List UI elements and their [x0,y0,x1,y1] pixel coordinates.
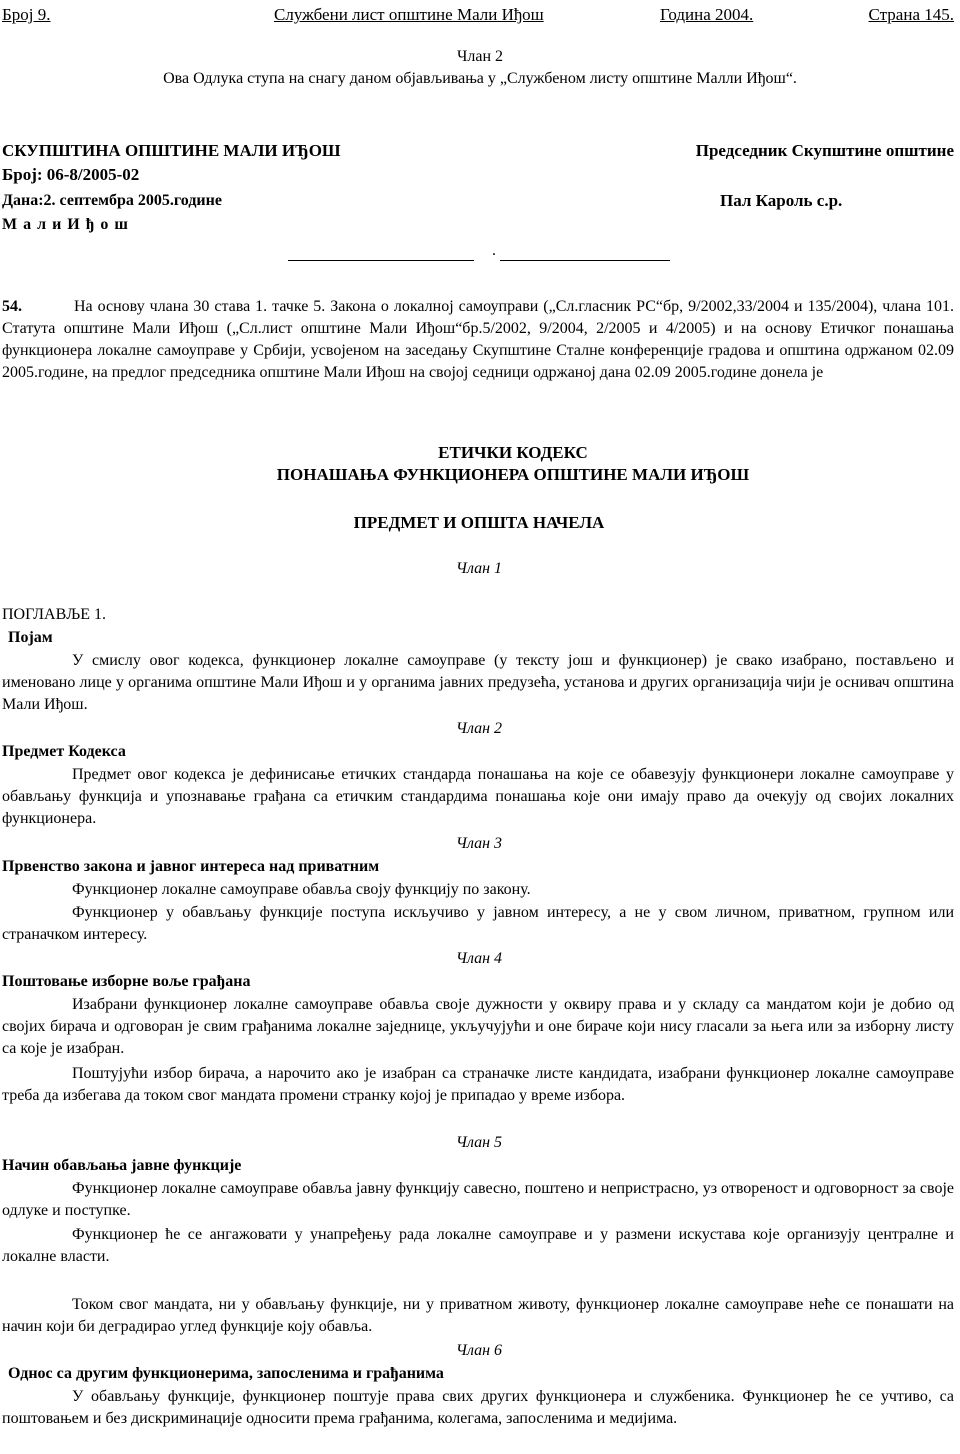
article-paragraph: Поштујући избор бирача, а нарочито ако је изабран са страначке листе кандидата, изабрани функционер локалне самоуправе треба да избегава да током свог мандата промени странку којој је припадао у време избора. [2,1065,954,1104]
president-name: Пал Кароль с.р. [720,191,843,210]
article-paragraph: Функционер локалне самоуправе обавља јавну функцију савесно, поштено и непристрасно, уз отвореност и одговорност за своје одлуке и поступке. [2,1180,954,1219]
page-number: Страна 145. [868,5,954,24]
assembly-name: СКУПШТИНА ОПШТИНЕ МАЛИ ИЂОШ [2,141,341,160]
decision-number: 54. [2,298,22,315]
signature-dot: . [492,242,496,259]
signature-line-right [500,260,670,261]
preamble [2,296,954,384]
article-paragraph: У смислу овог кодекса, функционер локалне самоуправе (у тексту још и функционер) је свако изабрано, постављено и именовано лице у органима општине Мали Иђош и у органима јавних предузећа, установа и других организација чији је оснивач општина Мали Иђош. [2,652,954,713]
article-label: Члан 2 [455,720,503,737]
chapter-label: ПОГЛАВЉЕ 1. [2,606,106,623]
article-paragraph: Изабрани функционер локалне самоуправе обавља своје дужности у оквиру права и у складу са мандатом који је добио од својих бирача и одговоран је свим грађанима локалне заједнице, укључујући и оне бираче који нису гласали за њега или за изборну листу са које је изабран. [2,996,954,1057]
code-subtitle: ПОНАШАЊА ФУНКЦИОНЕРА ОПШТИНЕ МАЛИ ИЂОШ [276,465,750,484]
article-paragraph: Функционер ће се ангажовати у унапређењу рада локалне самоуправе и у размени искустава које организују централне и локалне власти. [2,1226,954,1265]
article-heading: Појам [8,629,53,646]
article-paragraph: Предмет овог кодекса је дефинисање етичких стандарда понашања на које се обавезују функционери локалне самоуправе у обављању функција и упознавање грађана са етичким стандардима понашања које они имају право да очекују од својих локалних функционера. [2,766,954,827]
gazette-name: Службени лист општине Мали Иђош [274,5,544,24]
code-title: ЕТИЧКИ КОДЕКС [438,443,588,462]
prev-article-label: Члан 2 [456,48,504,65]
article-label: Члан 4 [455,950,503,967]
section-title: ПРЕДМЕТ И ОПШТА НАЧЕЛА [353,513,605,532]
president-title: Председник Скупштине општине [695,141,954,160]
article-heading: Првенство закона и јавног интереса над приватним [2,858,380,875]
article-heading: Поштовање изборне воље грађана [2,973,251,990]
article-label: Члан 1 [455,560,503,577]
signature-line-left [288,260,474,261]
article-paragraph: Функционер у обављању функције поступа искључиво у јавном интересу, а не у свом личном, приватном, групном или страначком интересу. [2,904,954,943]
article-heading: Однос са другим функционерима, запосленима и грађанима [8,1365,444,1382]
document-place: М а л и И ђ о ш [2,216,129,233]
preamble-text: На основу члана 30 става 1. тачке 5. Закона о локалној самоуправи („Сл.гласник РС“бр, 9/2002,33/2004 и 135/2004), члана 101. Статута општине Мали Иђош („Сл.лист општине Мали Иђош“бр.5/2002, 9/2004, 2/2005 и 4/2005) и на основу Етичког понашања функционера локалне самоуправе у Србији, усвојеном на заседању Скупштине Сталне конференције градова и општина одржаном 02.09 2005.године, на предлог председника општине Мали Иђош на својој седници одржаној дана 02.09 2005.године донела је [2,298,954,381]
document-number: Број: 06-8/2005-02 [2,165,140,184]
article-heading: Предмет Кодекса [2,743,126,760]
article-label: Члан 3 [455,835,503,852]
article-label: Члан 5 [455,1134,503,1151]
article-paragraph: Функционер локалне самоуправе обавља своју функцију по закону. [72,881,531,898]
issue-number: Број 9. [2,5,51,24]
document-date: Дана:2. септембра 2005.године [2,192,222,209]
article-paragraph: Током свог мандата, ни у обављању функције, ни у приватном животу, функционер локалне самоуправе неће се понашати на начин који би деградирао углед функције коју обавља. [2,1296,954,1335]
running-header [2,4,954,26]
year: Година 2004. [660,5,754,24]
article-heading: Начин обављања јавне функције [2,1157,242,1174]
article-label: Члан 6 [455,1342,503,1359]
article-paragraph: У обављању функције, функционер поштује права свих других функционера и службеника. Функционер ће се учтиво, са поштовањем и без дискриминације односити према грађанима, колегама, запосленима и медијима. [2,1388,954,1427]
prev-article-text: Ова Одлука ступа на снагу даном објављивања у „Службеном листу општине Малли Иђош“. [163,70,797,87]
